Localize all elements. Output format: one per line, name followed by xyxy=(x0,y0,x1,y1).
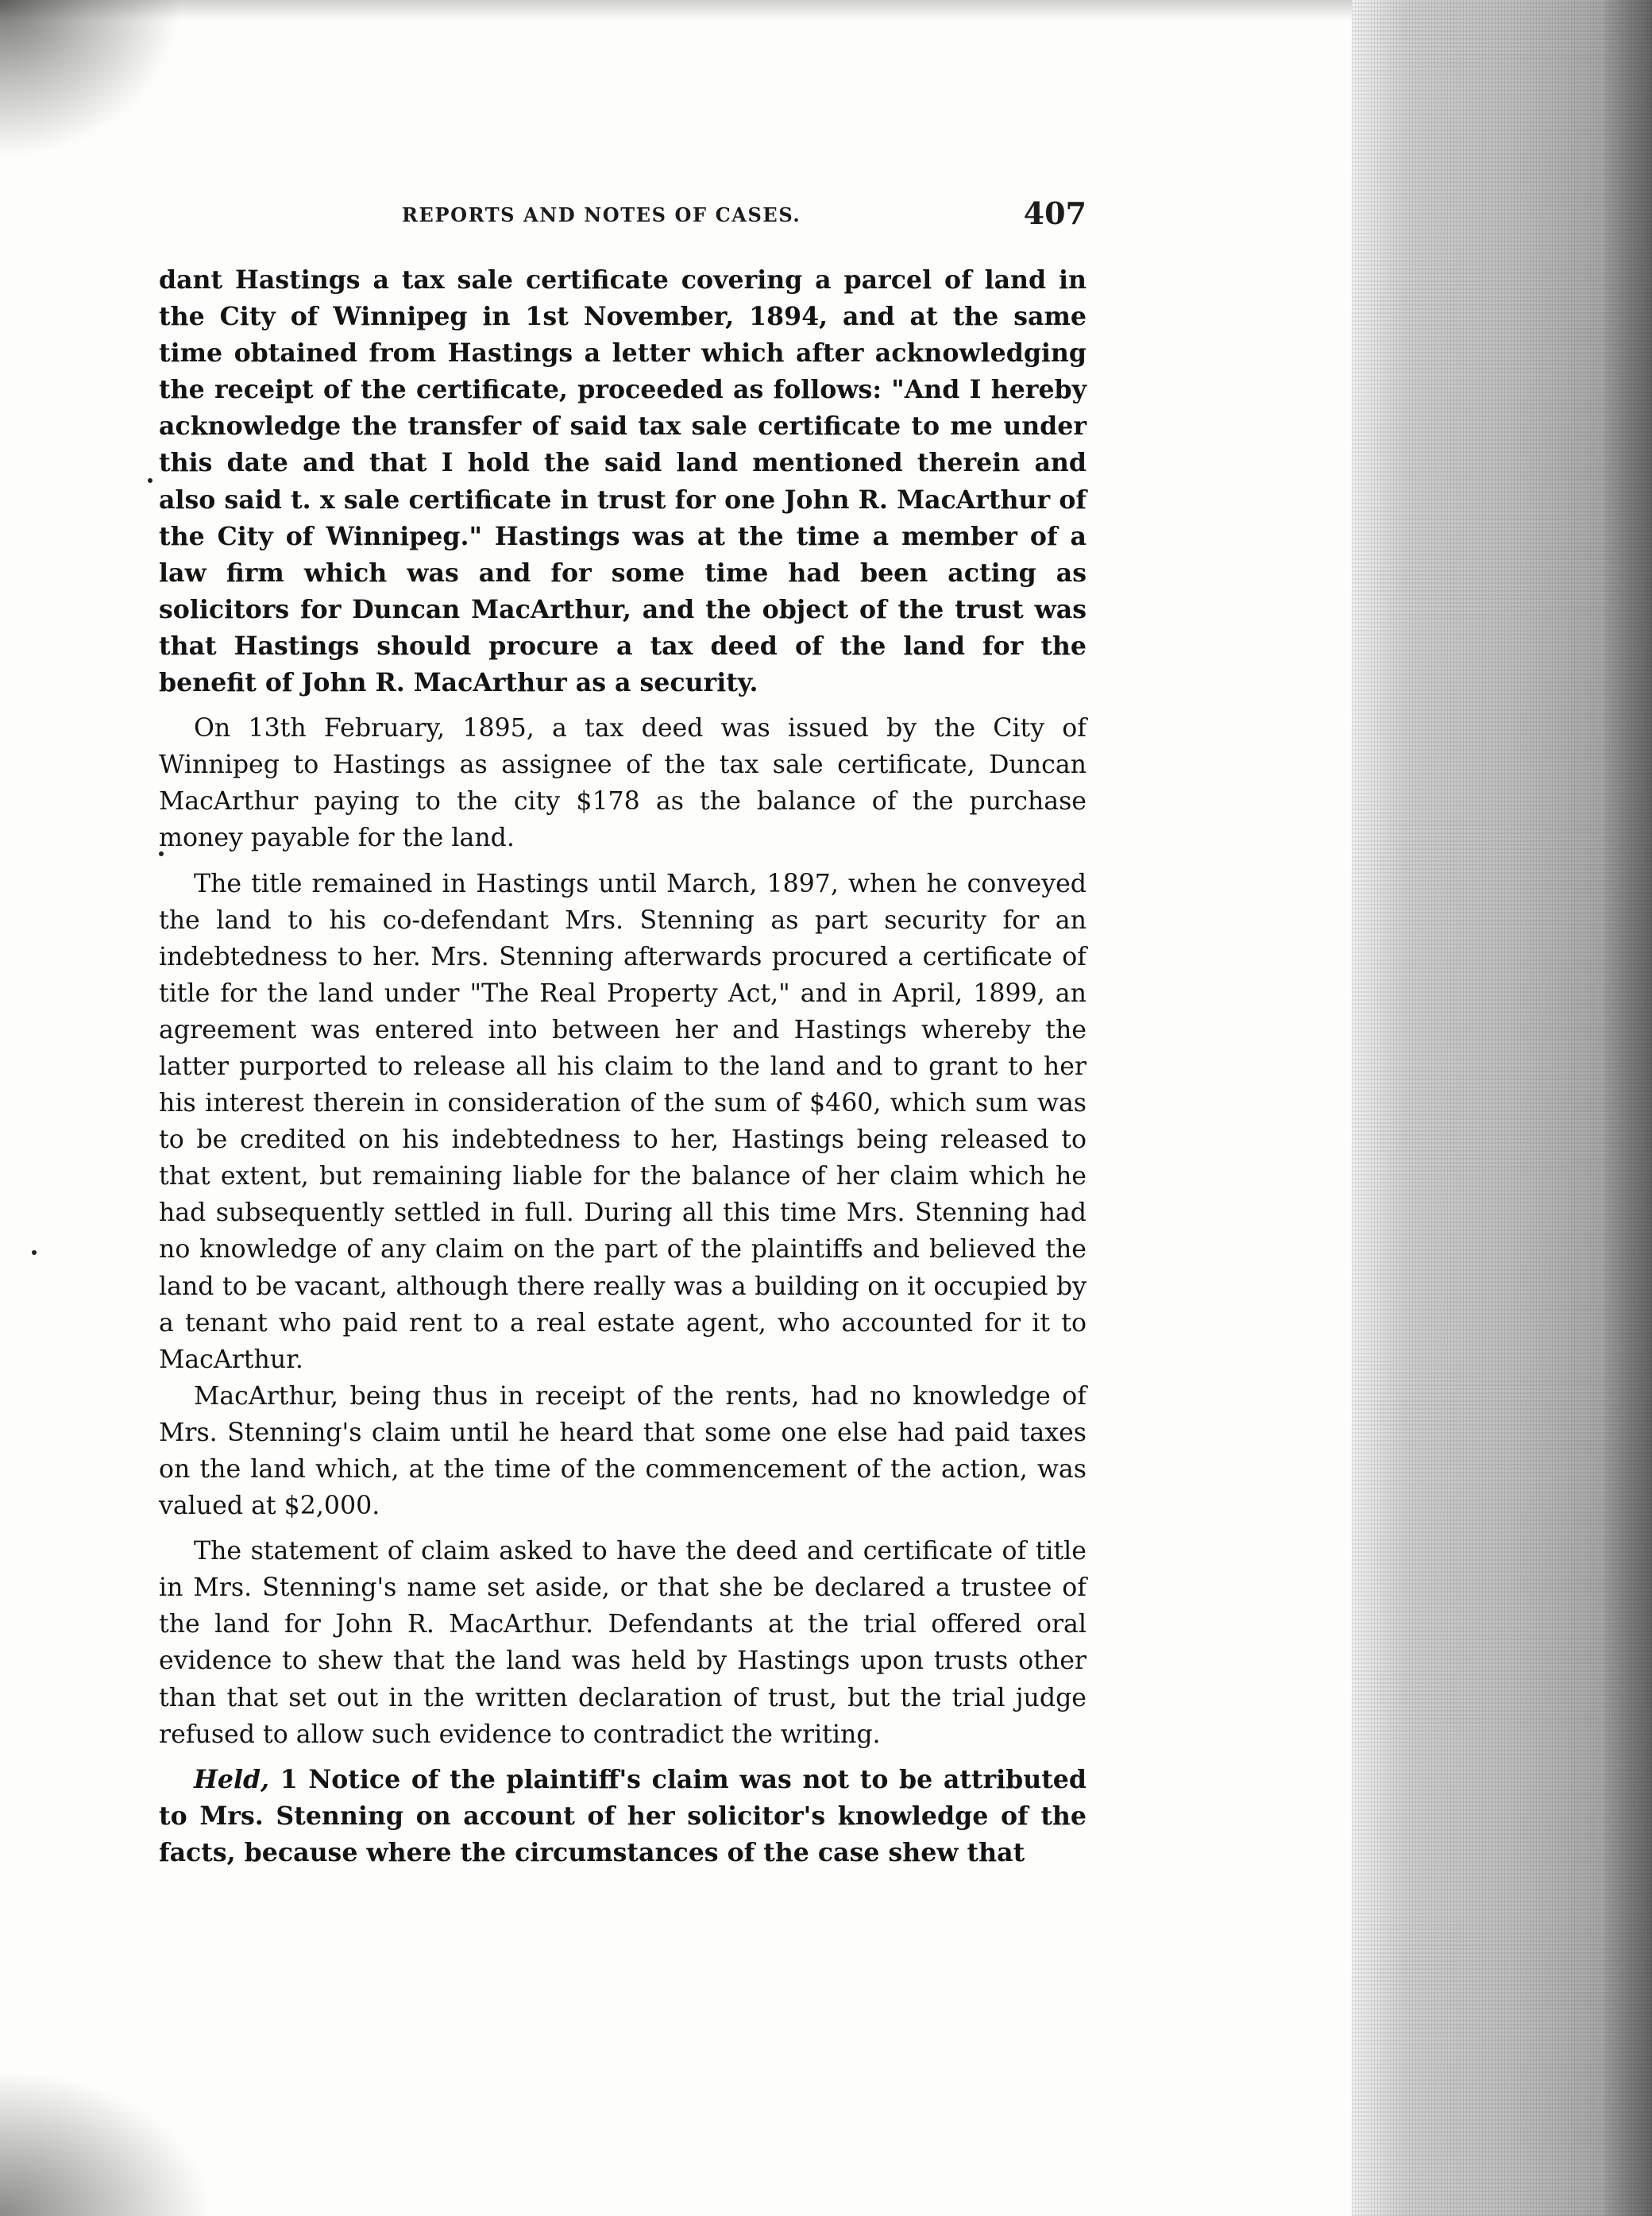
holding-paragraph xyxy=(159,1762,1087,1871)
scan-edge-right-shadow xyxy=(1604,0,1652,2216)
paragraph: MacArthur, being thus in receipt of the rents, had no knowledge of Mrs. Stenning's claim until he heard that some one else had paid taxes on the land which, at the time of the commencement of the action, was valued at $2,000. xyxy=(159,1381,1087,1521)
scan-shadow-top-left xyxy=(0,0,183,159)
scan-shadow-top xyxy=(0,0,1352,21)
paragraph: The title remained in Hastings until March, 1897, when he conveyed the land to his co-defendant Mrs. Stenning as part security for an indebtedness to her. Mrs. Stenning afterwards procured a certificate of title for the land under "The Real Property Act," and in April, 1899, an agreement was entered into between her and Hastings whereby the latter purported to release all his claim to the land and to grant to her his interest therein in consideration of the sum of $460, which sum was to be credited on his indebtedness to her, Hastings being released to that extent, but remaining liable for the balance of her claim which he had subsequently settled in full. During all this time Mrs. Stenning had no knowledge of any claim on the part of the plaintiffs and believed the land to be vacant, although there really was a building on it occupied by a tenant who paid rent to a real estate agent, who accounted for it to MacArthur. xyxy=(159,869,1087,1374)
page-header xyxy=(159,195,1087,235)
margin-mark xyxy=(148,478,152,483)
scan-edge-right xyxy=(1352,0,1652,2216)
body-text xyxy=(159,262,1087,1871)
paragraph: On 13th February, 1895, a tax deed was issued by the City of Winnipeg to Hastings as assignee of the tax sale certificate, Duncan MacArthur paying to the city $178 as the balance of the purchase money payable for the land. xyxy=(159,714,1087,853)
running-head: REPORTS AND NOTES OF CASES. xyxy=(402,203,801,226)
holding-number: 1 xyxy=(280,1764,298,1794)
scan-shadow-bottom-left xyxy=(0,2073,206,2216)
holding-label: Held, xyxy=(194,1764,270,1794)
page-number: 407 xyxy=(1023,195,1087,231)
paragraph: dant Hastings a tax sale certificate covering a parcel of land in the City of Winnipeg in 1st November, 1894, and at the same time obtained from Hastings a letter which after acknowledging the receipt of the certificate, proceeded as follows: "And I hereby acknowledge the transfer of said tax sale certificate to me under this date and that I hold the said land mentioned therein and also said t. x sale certificate in trust for one John R. MacArthur of the City of Winnipeg." Hastings was at the time a member of a law firm which was and for some time had been acting as solicitors for Duncan MacArthur, and the object of the trust was that Hastings should procure a tax deed of the land for the benefit of John R. MacArthur as a security. xyxy=(159,265,1087,698)
paragraph: The statement of claim asked to have the deed and certificate of title in Mrs. Stenning's name set aside, or that she be declared a trustee of the land for John R. MacArthur. Defendants at the trial offered oral evidence to shew that the land was held by Hastings upon trusts other than that set out in the written declaration of trust, but the trial judge refused to allow such evidence to contradict the writing. xyxy=(159,1537,1087,1749)
holding-text: Notice of the plaintiff's claim was not to be attributed to Mrs. Stenning on account of her solicitor's knowledge of the facts, because where the circumstances of the case shew that xyxy=(159,1764,1087,1867)
margin-mark xyxy=(32,1250,37,1255)
